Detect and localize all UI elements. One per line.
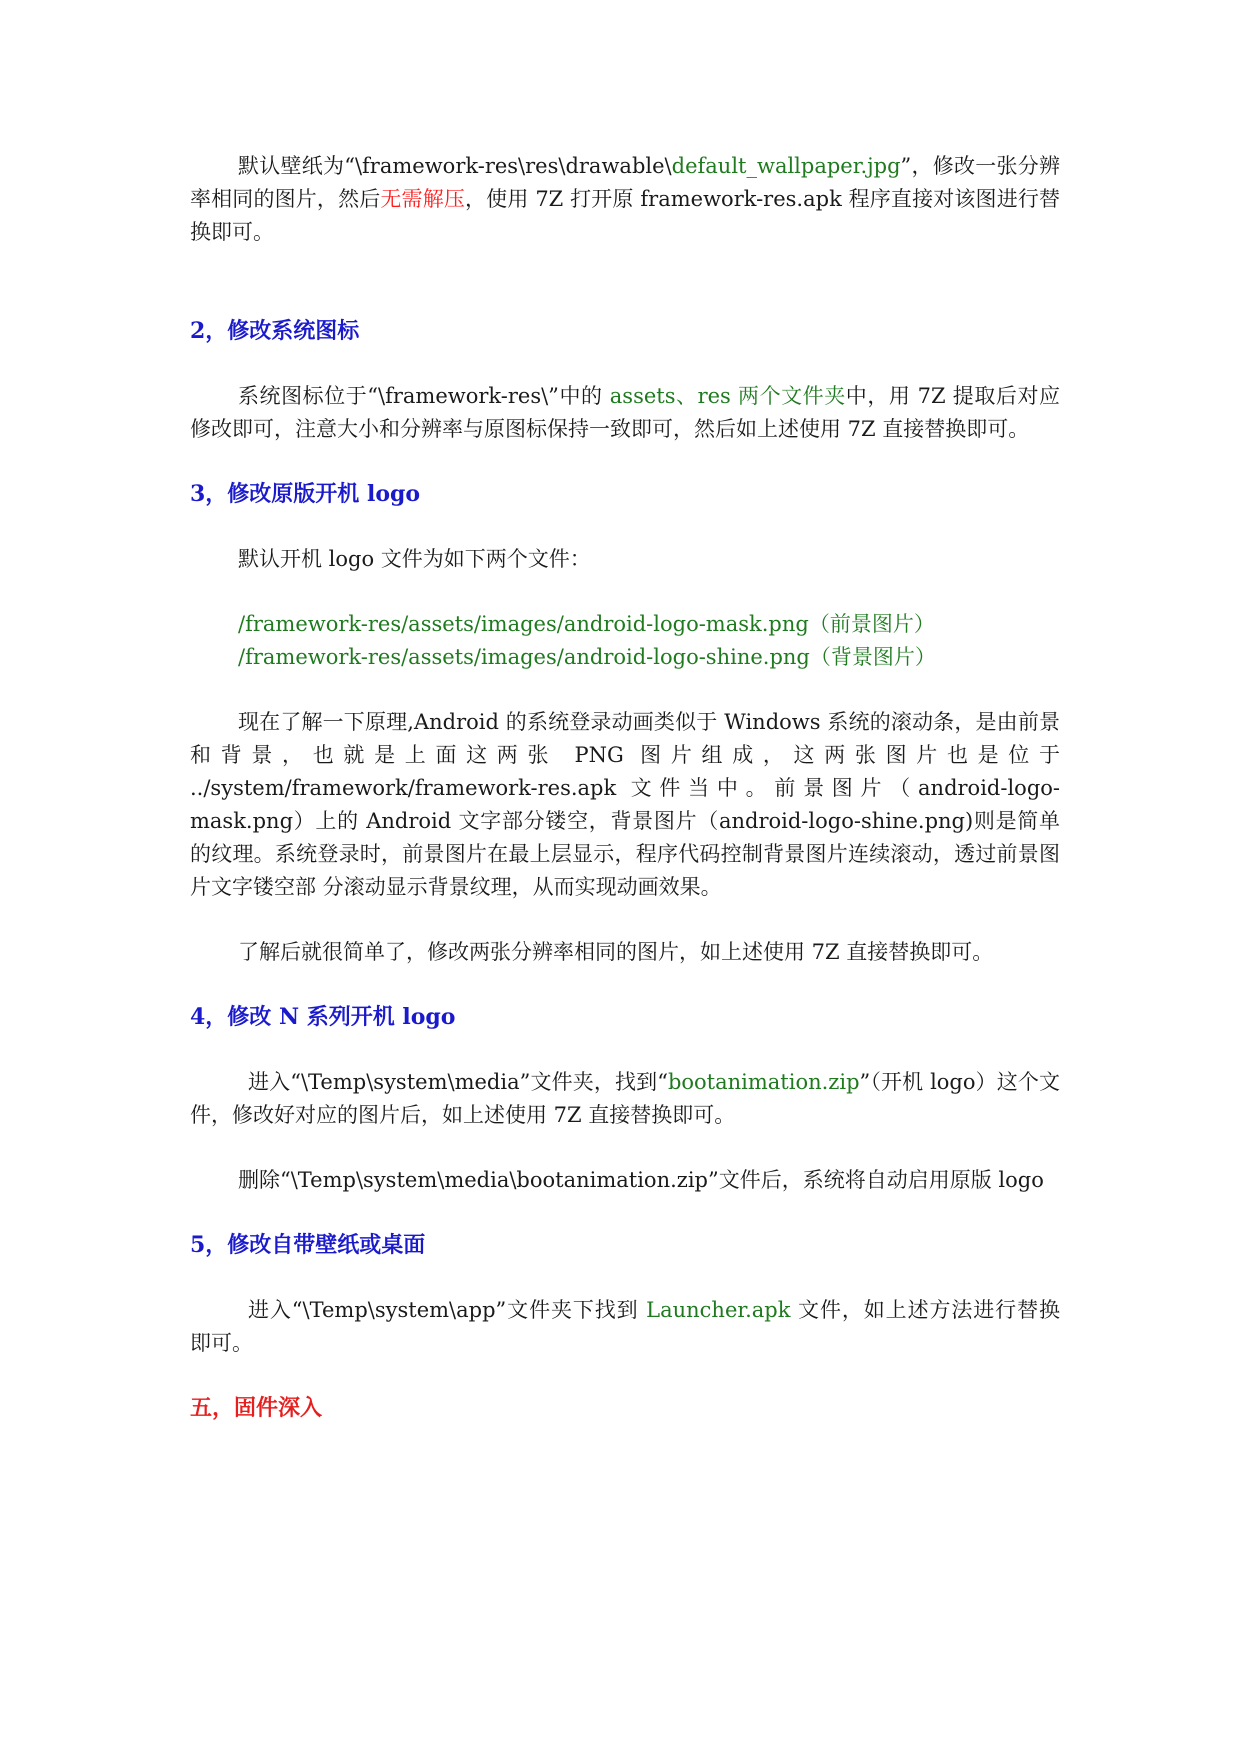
text-run: ，使用 7Z 打开原 framework-res.apk 程序直接对该图进行替换即可。	[190, 187, 1061, 244]
heading-modify-wallpaper-launcher: 5，修改自带壁纸或桌面	[190, 1232, 426, 1258]
heading-firmware-deep-dive: 五，固件深入	[190, 1395, 323, 1421]
text-run: 中，用 7Z 提取后对应修改即可，注意大小和分辨率与原图标保持一致即可，然后如上述使用 7Z 直接替换即可。	[190, 384, 1060, 441]
bootanimation-paragraph	[190, 1066, 1060, 1132]
text-run: 进入“\Temp\system\app”文件夹下找到	[248, 1298, 647, 1322]
boot-logo-paths	[190, 608, 1060, 674]
folders-highlight: assets、res 两个文件夹	[609, 384, 846, 408]
boot-logo-intro: 默认开机 logo 文件为如下两个文件：	[238, 547, 591, 571]
text-run: ”（开机 logo）这个文件，修改好对应的图片后，如上述使用 7Z 直接替换即可。	[190, 1070, 1061, 1127]
delete-bootanimation-paragraph: 删除“\Temp\system\media\bootanimation.zip”文件后，系统将自动启用原版 logo	[238, 1168, 1044, 1192]
text-run: ”，修改一张分辨率相同的图片，然后	[190, 154, 1060, 211]
heading-modify-n-series-logo: 4，修改 N 系列开机 logo	[190, 1004, 456, 1030]
wallpaper-paragraph	[190, 150, 1060, 249]
boot-logo-replace-paragraph: 了解后就很简单了，修改两张分辨率相同的图片，如上述使用 7Z 直接替换即可。	[238, 940, 994, 964]
text-run: 系统图标位于“\framework-res\”中的	[238, 384, 610, 408]
boot-logo-principle-paragraph: 现在了解一下原理,Android 的系统登录动画类似于 Windows 系统的滚动条，是由前景和背景，也就是上面这两张 PNG 图片组成，这两张图片也是位于 ../system/framework/framework-res.apk 文件当中。前景图片（android-logo-mask.png）上的 Android 文字部分镂空，背景图片（android-logo-shine.png)则是简单的纹理。系统登录时，前景图片在最上层显示，程序代码控制背景图片连续滚动，透过前景图片文字镂空部 分滚动显示背景纹理，从而实现动画效果。	[190, 710, 1060, 899]
heading-modify-system-icons: 2，修改系统图标	[190, 318, 360, 344]
text-run: 文件，如上述方法进行替换即可。	[190, 1298, 1060, 1355]
no-unzip-highlight: 无需解压	[380, 187, 466, 211]
page-content	[190, 150, 1060, 1425]
launcher-paragraph	[190, 1294, 1060, 1360]
text-run: 默认壁纸为“\framework-res\res\drawable\	[238, 154, 672, 178]
path-shine: /framework-res/assets/images/android-logo-shine.png（背景图片）	[238, 645, 936, 669]
heading-modify-boot-logo: 3，修改原版开机 logo	[190, 481, 421, 507]
wallpaper-filename: default_wallpaper.jpg	[671, 154, 901, 178]
system-icons-paragraph	[190, 380, 1060, 446]
path-mask: /framework-res/assets/images/android-logo-mask.png（前景图片）	[238, 612, 935, 636]
text-run: 进入“\Temp\system\media”文件夹，找到“	[248, 1070, 668, 1094]
bootanimation-filename: bootanimation.zip	[667, 1070, 860, 1094]
launcher-filename: Launcher.apk	[646, 1298, 791, 1322]
